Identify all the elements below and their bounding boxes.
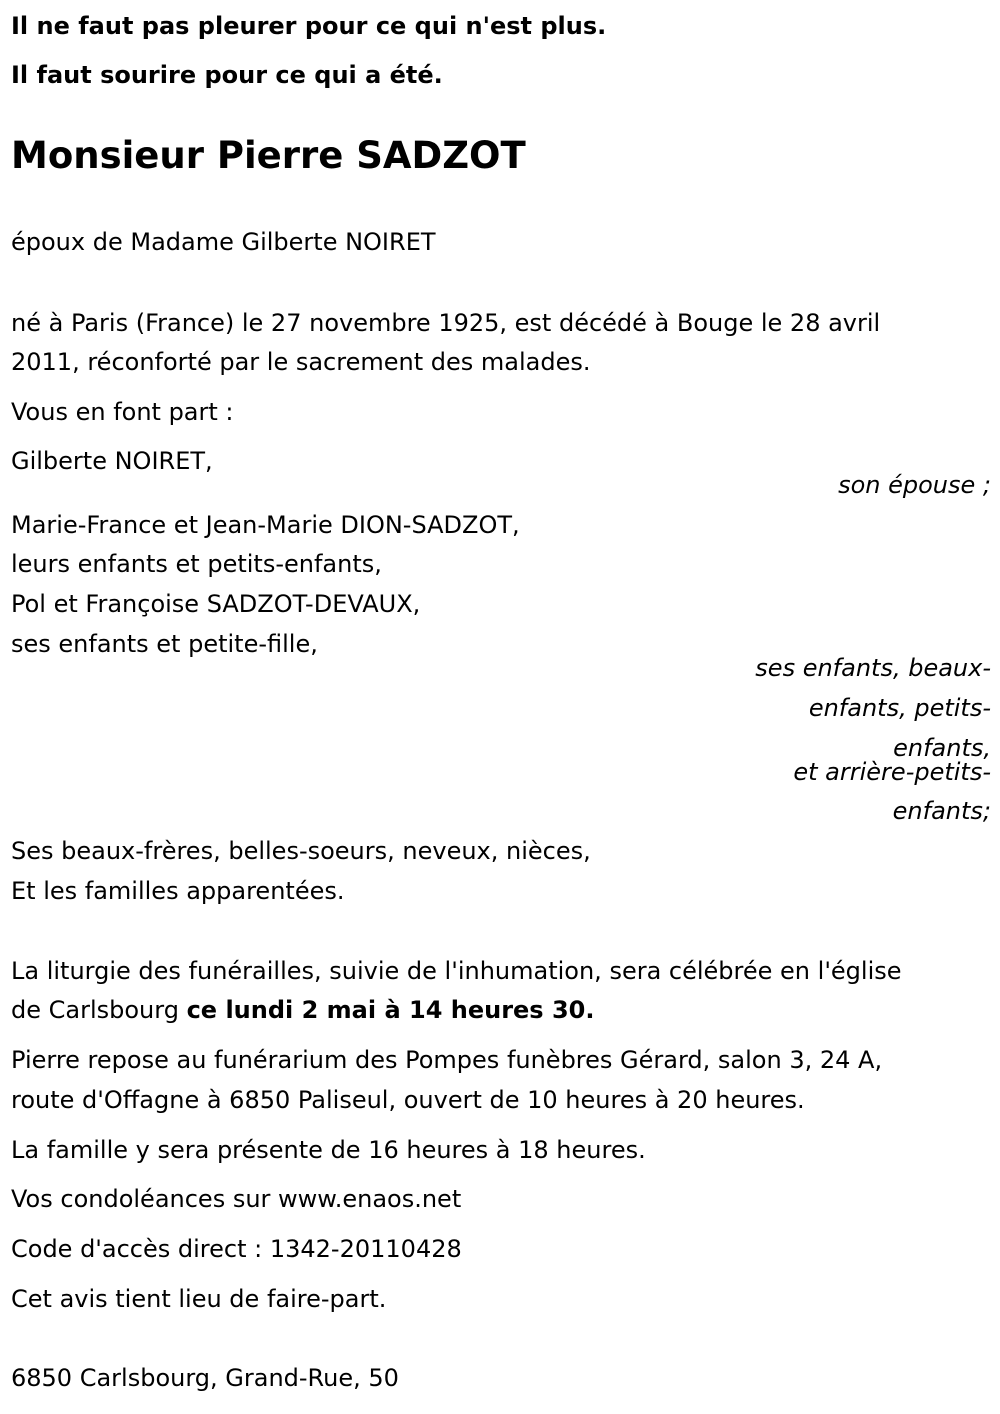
deceased-name: Monsieur Pierre SADZOT	[11, 134, 526, 177]
spouse-role: son épouse ;	[838, 471, 991, 499]
notice-line: Cet avis tient lieu de faire-part.	[11, 1285, 387, 1313]
condolences-line: Vos condoléances sur www.enaos.net	[11, 1185, 462, 1213]
children-line: Pol et Françoise SADZOT-DEVAUX,	[11, 590, 421, 618]
spouse-name: Gilberte NOIRET,	[11, 447, 213, 475]
quote-line-2: Il faut sourire pour ce qui a été.	[11, 61, 443, 89]
children-role-line: enfants, petits-	[808, 694, 991, 722]
quote-line-1: Il ne faut pas pleurer pour ce qui n'est plus.	[11, 12, 607, 40]
children-line: Marie-France et Jean-Marie DION-SADZOT,	[11, 511, 520, 539]
address: 6850 Carlsbourg, Grand-Rue, 50	[11, 1364, 399, 1392]
funeral-datetime: ce lundi 2 mai à 14 heures 30.	[186, 996, 595, 1024]
repose-line-2: route d'Offagne à 6850 Paliseul, ouvert de 10 heures à 20 heures.	[11, 1086, 805, 1114]
announcement-intro: Vous en font part :	[11, 398, 234, 426]
children-line: ses enfants et petite-fille,	[11, 630, 318, 658]
funeral-line-1: La liturgie des funérailles, suivie de l'inhumation, sera célébrée en l'église	[11, 957, 902, 985]
children-role-line: ses enfants, beaux-	[755, 654, 991, 682]
funeral-line-2	[11, 990, 594, 1030]
relatives-line: Et les familles apparentées.	[11, 877, 345, 905]
children-line: leurs enfants et petits-enfants,	[11, 550, 382, 578]
birth-death-line-1: né à Paris (France) le 27 novembre 1925, est décédé à Bouge le 28 avril	[11, 309, 881, 337]
relatives-line: Ses beaux-frères, belles-soeurs, neveux, nièces,	[11, 837, 591, 865]
funeral-place: de Carlsbourg	[11, 996, 187, 1024]
children-role-line: enfants;	[892, 797, 991, 825]
access-code: Code d'accès direct : 1342-20110428	[11, 1235, 462, 1263]
children-role-line: et arrière-petits-	[793, 758, 991, 786]
children-role-line: enfants,	[893, 734, 991, 762]
spouse-line: époux de Madame Gilberte NOIRET	[11, 228, 436, 256]
birth-death-line-2: 2011, réconforté par le sacrement des malades.	[11, 348, 591, 376]
family-presence: La famille y sera présente de 16 heures à 18 heures.	[11, 1136, 646, 1164]
repose-line-1: Pierre repose au funérarium des Pompes funèbres Gérard, salon 3, 24 A,	[11, 1046, 883, 1074]
